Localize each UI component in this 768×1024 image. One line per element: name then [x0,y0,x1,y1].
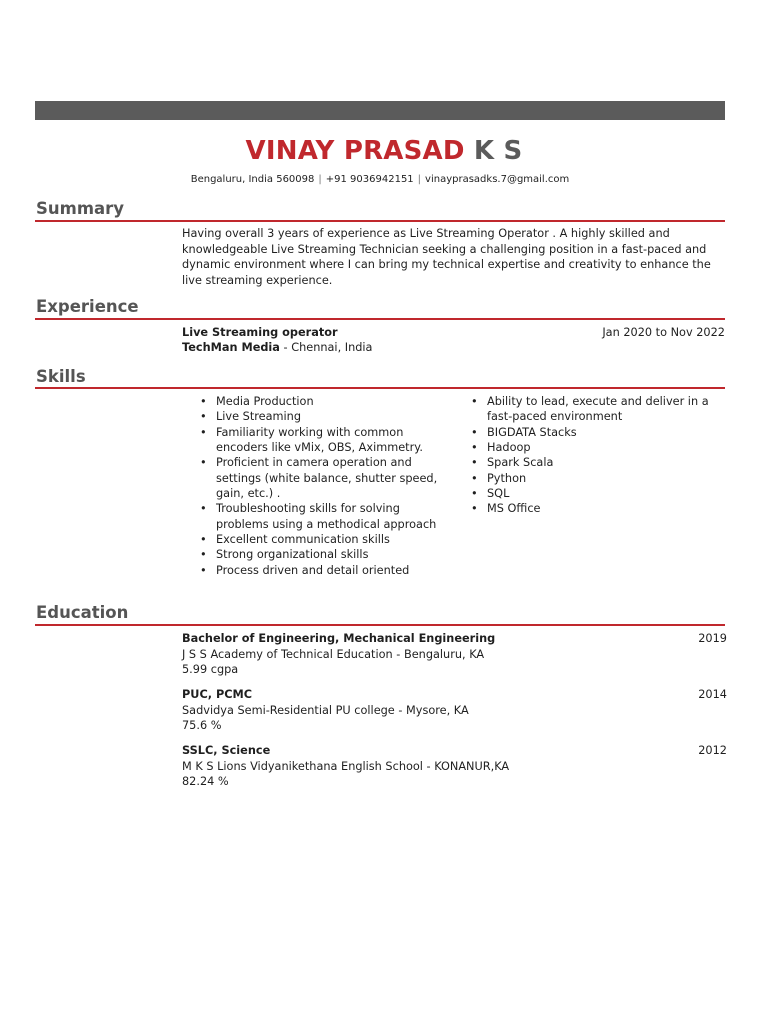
job-dates: Jan 2020 to Nov 2022 [602,326,725,339]
contact-line [0,173,760,187]
experience-heading: Experience [36,297,139,316]
skill-item: • Python [470,471,732,486]
degree: Bachelor of Engineering, Mechanical Engineering [182,632,496,645]
skill-item: • Hadoop [470,440,732,455]
skill-item: • BIGDATA Stacks [470,425,732,440]
school: M K S Lions Vidyanikethana English School - KONANUR,KA [182,759,510,773]
skill-item: • Process driven and detail oriented [199,563,449,578]
skill-item: • Troubleshooting skills for solving problems using a methodical approach [199,501,449,532]
location: Bengaluru, India 560098 [190,174,315,185]
grade: 75.6 % [182,719,222,733]
skill-item: • Strong organizational skills [199,547,449,562]
education-entry [182,631,727,678]
year: 2012 [698,744,727,757]
skill-item: • Excellent communication skills [199,532,449,547]
education-entry [182,687,727,734]
skills-list-left [199,394,449,578]
degree: PUC, PCMC [182,688,253,701]
skill-item: • SQL [470,486,732,501]
summary-heading: Summary [36,199,125,218]
experience-divider [35,318,725,320]
summary-text: Having overall 3 years of experience as Live Streaming Operator . A highly skilled and knowledgeable Live Streaming Technician seeking a challenging position in a fast-paced and dynamic environment where I can bring my technical expertise and creativity to enhance the live streaming experience. [182,227,711,287]
job-title: Live Streaming operator [182,326,338,339]
separator: | [417,174,422,185]
skills-list-right [470,394,732,517]
email: vinayprasadks.7@gmail.com [425,174,570,185]
education-heading: Education [36,603,129,622]
skill-item: • Ability to lead, execute and deliver in a fast-paced environment [470,394,732,425]
last-name: K S [473,136,523,166]
school: J S S Academy of Technical Education - Bengaluru, KA [182,647,485,661]
company-name: TechMan Media [182,341,280,354]
year: 2019 [698,632,727,645]
skill-item: • Familiarity working with common encoders like vMix, OBS, Aximmetry. [199,425,449,456]
candidate-name [0,133,768,169]
skill-item: • Proficient in camera operation and settings (white balance, shutter speed, gain, etc.) . [199,455,449,501]
education-divider [35,624,725,626]
separator: | [318,174,322,185]
skill-item: • Live Streaming [199,409,449,424]
summary-divider [35,220,725,222]
phone: +91 9036942151 [325,174,414,185]
education-entry [182,743,727,790]
grade: 82.24 % [182,775,229,789]
first-name: VINAY PRASAD [245,136,465,166]
skills-heading: Skills [36,367,86,386]
skill-item: • MS Office [470,501,732,516]
header-bar [35,101,725,120]
skill-item: • Spark Scala [470,455,732,470]
job-company [182,340,372,356]
skills-divider [35,387,725,389]
skill-item: • Media Production [199,394,449,409]
degree: SSLC, Science [182,744,271,757]
company-location: - Chennai, India [279,341,373,354]
school: Sadvidya Semi-Residential PU college - Mysore, KA [182,703,469,717]
year: 2014 [698,688,727,701]
grade: 5.99 cgpa [182,663,239,677]
